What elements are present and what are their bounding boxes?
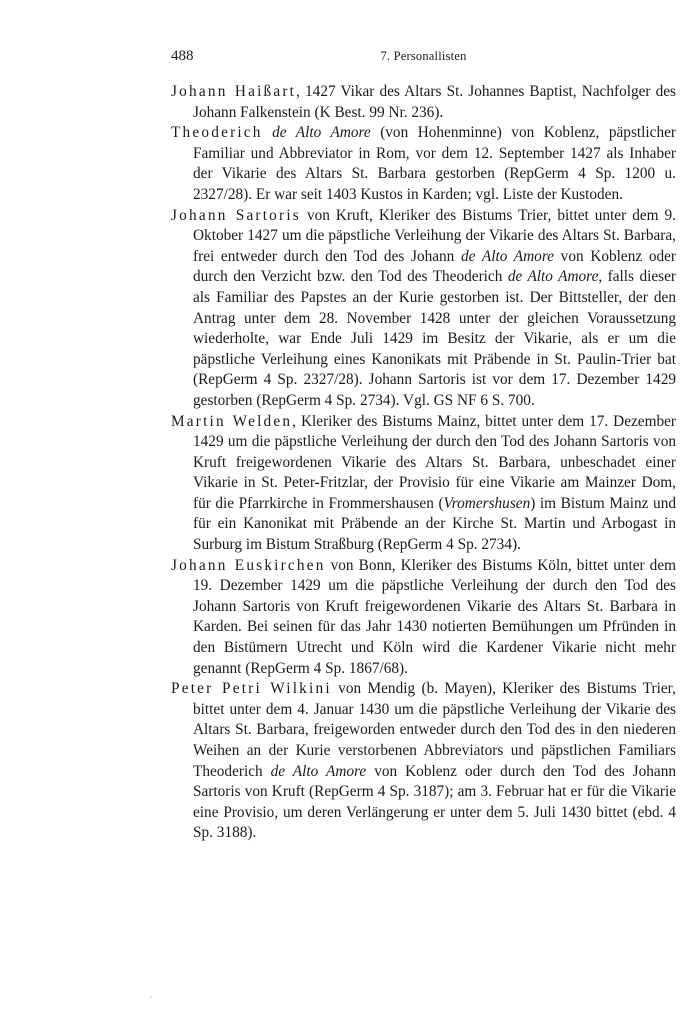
entry-latin-name: de Alto Amore <box>270 762 367 780</box>
entry-text: ) im Bistum Mainz und für ein Kanonikat mit Präbende an der Kirche St. Martin und Arbogast in Surburg im Bistum Straßburg (RepGerm 4 Sp. 2734). <box>193 494 676 554</box>
entry-latin-name: de Alto Amore <box>507 268 599 286</box>
entry-text: , falls dieser als Familiar des Papstes an der Kurie gestorben ist. Der Bittsteller, der den Antrag unter dem 28. November 1428 unter der gleichen Voraussetzung wiederholte, war Ende Juli 1429 im Besitz der Vikarie, als er um die päpstliche Verleihung eines Kanonikats mit Präbende in St. Paulin-Trier bat (RepGerm 4 Sp. 2327/28). Johann Sartoris ist vor dem 17. Dezember 1429 gestorben (RepGerm 4 Sp. 2734). Vgl. GS NF 6 S. 700. <box>193 268 676 409</box>
entry-theoderich <box>171 123 676 205</box>
entry-text: von Mendig (b. Mayen), Kleriker des Bistums Trier, bittet unter dem 4. Januar 1430 um die päpstliche Verleihung der Vikarie des Altars St. Barbara, freigeworden entweder durch den Tod des in den niederen Weihen an der Kurie verstorbenen Abbreviators und päpstlichen Familiars Theoderich <box>193 680 676 780</box>
entry-sartoris <box>171 206 676 412</box>
entry-latin-name: de Alto Amore <box>272 124 371 142</box>
page-number: 488 <box>171 48 194 64</box>
entry-welden <box>171 412 676 556</box>
entry-text: , 1427 Vikar des Altars St. Johannes Baptist, Nachfolger des Johann Falkenstein (K Best. 99 Nr. 236). <box>193 83 676 121</box>
entry-text: von Koblenz oder durch den Verzicht bzw. den Tod des Theoderich <box>193 247 677 286</box>
entry-text: , Kleriker des Bistums Mainz, bittet unter dem 17. Dezember 1429 um die päpstliche Verleihung der durch den Tod des Johann Sartoris von Kruft freigewordenen Vikarie des Altars St. Barbara, unbeschadet einer Vikarie in St. Peter-Fritzlar, der Provisio für eine Vikarie am Mainzer Dom, für die Pfarrkirche in Frommershausen ( <box>193 412 677 512</box>
entry-text: von Koblenz oder durch den Tod des Johann Sartoris von Kruft (RepGerm 4 Sp. 3187); am 3. Februar hat er für die Vikarie eine Provisio, um deren Verlängerung er unter dem 5. Juli 1430 bittet (ebd. 4 Sp. 3188). <box>193 762 676 842</box>
entry-text: von Bonn, Kleriker des Bistums Köln, bittet unter dem 19. Dezember 1429 um die päpstliche Verleihung der durch den Tod des Johann Sartoris von Kruft freigewordenen Vikarie des Altars St. Barbara in Karden. Bei seinen für das Jahr 1430 notierten Bemühungen um Pfründen in den Bistümern Utrecht und Köln wird die Kardener Vikarie nicht mehr genannt (RepGerm 4 Sp. 1867/68). <box>193 556 677 677</box>
scan-speck <box>150 996 152 998</box>
entry-name: Johann Sartoris <box>171 206 301 224</box>
entry-name: Johann Haißart <box>171 83 297 100</box>
entry-name: Theoderich <box>171 124 263 142</box>
entry-latin-name: Vromershusen <box>443 494 531 512</box>
entry-name: Peter Petri Wilkini <box>171 680 332 698</box>
page-body <box>171 82 676 844</box>
page-header <box>171 48 676 68</box>
entry-name: Martin Welden <box>171 412 293 430</box>
entry-euskirchen <box>171 556 676 680</box>
entry-text: von Kruft, Kleriker des Bistums Trier, bittet unter dem 9. Oktober 1427 um die päpstliche Verleihung der Vikarie des Altars St. Barbara, frei entweder durch den Tod des Johann <box>193 206 676 265</box>
running-head: 7. Personallisten <box>380 49 467 63</box>
entry-name: Johann Euskirchen <box>171 556 326 574</box>
entry-wilkini <box>171 679 676 844</box>
entry-haissart <box>171 82 676 123</box>
entry-latin-name: de Alto Amore <box>461 247 554 265</box>
entry-text: (von Hohenminne) von Koblenz, päpstlicher Familiar und Abbreviator in Rom, vor dem 12. September 1427 als Inhaber der Vikarie des Altars St. Barbara gestorben (RepGerm 4 Sp. 1200 u. 2327/28). Er war seit 1403 Kustos in Karden; vgl. Liste der Kustoden. <box>193 124 676 203</box>
